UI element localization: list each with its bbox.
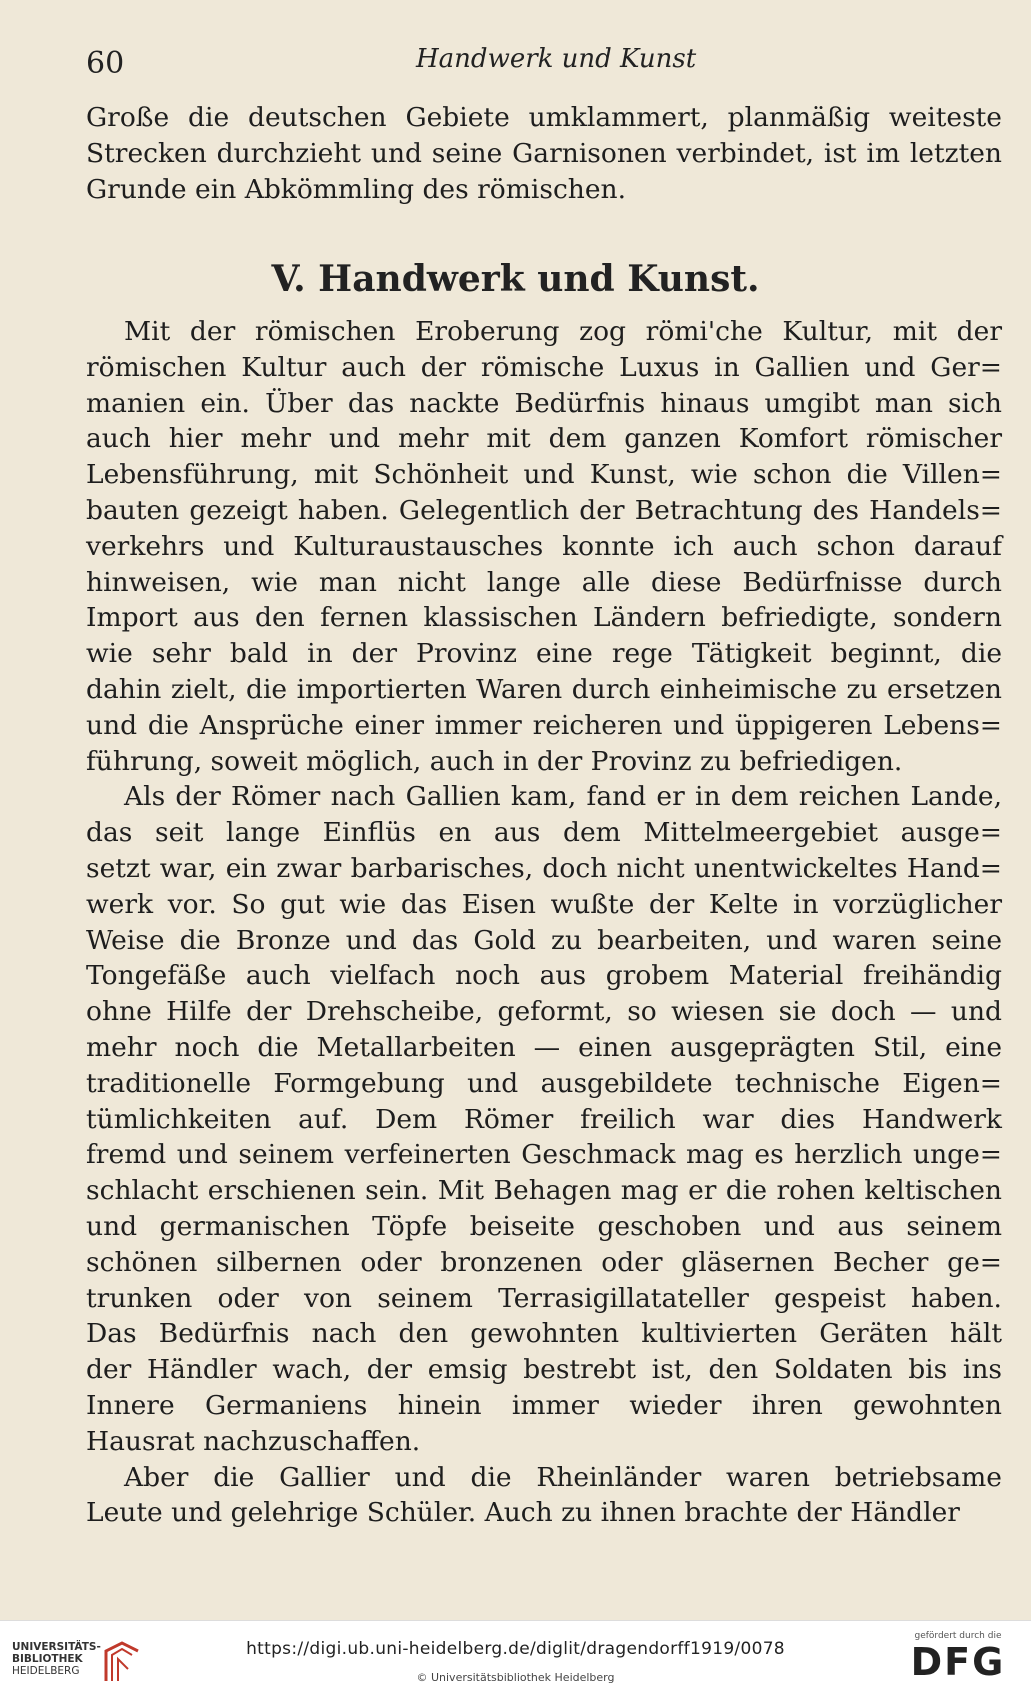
text-line: mehr noch die Metallarbeiten — einen ausgeprägten Stil, eine xyxy=(86,1031,1002,1063)
dfg-sponsor[interactable] xyxy=(903,1631,1013,1683)
chapter-body xyxy=(86,314,1002,1531)
text-line: tümlichkeiten auf. Dem Römer freilich war dies Handwerk xyxy=(86,1103,1002,1135)
text-line: der Händler wach, der emsig bestrebt ist, den Soldaten bis ins xyxy=(86,1354,1002,1386)
page-number: 60 xyxy=(86,46,125,81)
text-line: traditionelle Formgebung und ausgebildete technische Eigen= xyxy=(86,1067,1002,1099)
text-line: ohne Hilfe der Drehscheibe, geformt, so wiesen sie doch — und xyxy=(86,996,1002,1028)
text-line: führung, soweit möglich, auch in der Provinz zu befriedigen. xyxy=(86,745,903,777)
text-line: schönen silbernen oder bronzenen oder gläsernen Becher ge= xyxy=(86,1246,1002,1278)
text-line: Grunde ein Abkömmling des römischen. xyxy=(86,173,627,205)
text-line: römischen Kultur auch der römische Luxus in Gallien und Ger= xyxy=(86,351,1002,383)
text-line: werk vor. So gut wie das Eisen wußte der Kelte in vorzüglicher xyxy=(86,888,1002,920)
text-line: auch hier mehr und mehr mit dem ganzen Komfort römischer xyxy=(86,423,1002,455)
text-line: Leute und gelehrige Schüler. Auch zu ihnen brachte der Händler xyxy=(86,1497,960,1529)
text-line: fremd und seinem verfeinerten Geschmack mag es herzlich unge= xyxy=(86,1139,1002,1171)
library-name-line: BIBLIOTHEK xyxy=(12,1653,83,1665)
text-line: Hausrat nachzuschaffen. xyxy=(86,1425,421,1457)
text-line: Tongefäße auch vielfach noch aus grobem Material freihändig xyxy=(86,960,1002,992)
text-line: Als der Römer nach Gallien kam, fand er in dem reichen Lande, xyxy=(124,781,1002,813)
text-line: Große die deutschen Gebiete umklammert, planmäßig weiteste xyxy=(86,102,1002,133)
text-line: dahin zielt, die importierten Waren durch einheimische zu ersetzen xyxy=(86,673,1002,705)
text-line: das seit lange Einflüs en aus dem Mittelmeergebiet ausge= xyxy=(86,817,1002,849)
text-line: Das Bedürfnis nach den gewohnten kultivierten Geräten hält xyxy=(86,1318,1002,1350)
text-line: schlacht erschienen sein. Mit Behagen mag er die rohen keltischen xyxy=(86,1175,1002,1207)
text-line: setzt war, ein zwar barbarisches, doch nicht unentwickeltes Hand= xyxy=(86,852,1002,884)
library-name-line: HEIDELBERG xyxy=(12,1665,80,1677)
library-name-line: UNIVERSITÄTS- xyxy=(12,1641,101,1653)
text-line: Lebensführung, mit Schönheit und Kunst, wie schon die Villen= xyxy=(86,459,1002,491)
text-line: verkehrs und Kulturaustausches konnte ich auch schon darauf xyxy=(86,530,1002,562)
text-line: wie sehr bald in der Provinz eine rege Tätigkeit beginnt, die xyxy=(86,638,1002,670)
text-line: und die Ansprüche einer immer reicheren und üppigeren Lebens= xyxy=(86,709,1002,741)
copyright-notice: © Universitätsbibliothek Heidelberg xyxy=(416,1671,615,1684)
text-line: trunken oder von seinem Terrasigillatateller gespeist haben. xyxy=(86,1282,1002,1314)
text-line: und germanischen Töpfe beiseite geschoben und aus seinem xyxy=(86,1210,1002,1242)
text-line: manien ein. Über das nackte Bedürfnis hinaus umgibt man sich xyxy=(86,387,1002,419)
text-line: Weise die Bronze und das Gold zu bearbeiten, und waren seine xyxy=(86,924,1002,956)
chapter-heading: V. Handwerk und Kunst. xyxy=(271,258,760,300)
permalink-url[interactable]: https://digi.ub.uni-heidelberg.de/diglit/dragendorff1919/0078 xyxy=(246,1639,785,1659)
footer-bar xyxy=(0,1620,1031,1696)
sponsor-note: gefördert durch die xyxy=(914,1631,1002,1641)
intro-paragraph xyxy=(86,100,1002,207)
text-line: Aber die Gallier und die Rheinländer waren betriebsame xyxy=(124,1461,1002,1493)
text-line: Strecken durchzieht und seine Garnisonen verbindet, ist im letzten xyxy=(86,137,1002,169)
running-head xyxy=(86,40,1001,80)
text-line: Import aus den fernen klassischen Ländern befriedigte, sondern xyxy=(86,602,1002,634)
running-title: Handwerk und Kunst xyxy=(416,44,697,74)
text-line: Innere Germaniens hinein immer wieder ihren gewohnten xyxy=(86,1389,1002,1421)
text-line: bauten gezeigt haben. Gelegentlich der Betrachtung des Handels= xyxy=(86,494,1002,526)
dfg-logo: DFG xyxy=(910,1640,1006,1684)
text-line: hinweisen, wie man nicht lange alle diese Bedürfnisse durch xyxy=(86,566,1002,598)
text-line: Mit der römischen Eroberung zog römi'che Kultur, mit der xyxy=(124,316,1002,347)
